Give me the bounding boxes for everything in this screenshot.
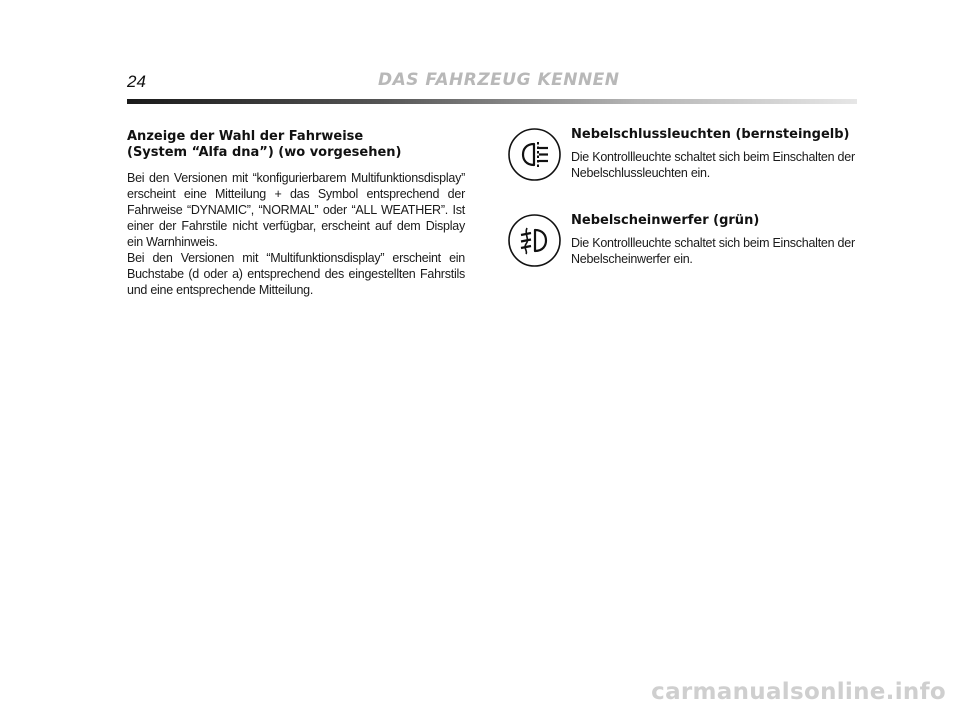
section-paragraph-1: Bei den Versionen mit “konfigurierbarem Multifunktionsdisplay” erscheint eine Mitteilung + das Symbol entsprechend der Fahrweise “DYNAMIC”, “NORMAL” oder “ALL WEATHER”. Ist einer der Fahrstile nicht verfügbar, erscheint auf dem Display ein Warnhinweis. bbox=[127, 171, 465, 249]
page-number: 24 bbox=[127, 72, 146, 91]
section-heading-line-2: (System “Alfa dna”) (wo vorgesehen) bbox=[127, 145, 402, 160]
section-heading bbox=[127, 129, 465, 161]
drive-mode-section bbox=[127, 129, 465, 298]
front-fog-light-heading: Nebelscheinwerfer (grün) bbox=[571, 213, 760, 228]
front-fog-light-text bbox=[571, 213, 859, 267]
watermark: carmanualsonline.info bbox=[651, 679, 946, 705]
section-paragraph-2: Bei den Versionen mit “Multifunktionsdisplay” erscheint ein Buchstabe (d oder a) entsprechend des eingestellten Fahrstils und eine entsprechende Mitteilung. bbox=[127, 251, 465, 297]
rear-fog-light-icon bbox=[507, 127, 562, 182]
front-fog-light-body: Die Kontrollleuchte schaltet sich beim Einschalten der Nebelscheinwerfer ein. bbox=[571, 236, 855, 266]
section-heading-line-1: Anzeige der Wahl der Fahrweise bbox=[127, 129, 364, 144]
running-head: DAS FAHRZEUG KENNEN bbox=[378, 70, 620, 90]
rear-fog-light-heading: Nebelschlussleuchten (bernsteingelb) bbox=[571, 127, 850, 142]
front-fog-light-icon bbox=[507, 213, 562, 268]
rear-fog-light-text bbox=[571, 127, 859, 181]
rear-fog-light-body: Die Kontrollleuchte schaltet sich beim Einschalten der Nebelschlussleuchten ein. bbox=[571, 150, 855, 180]
header-rule bbox=[127, 99, 857, 104]
